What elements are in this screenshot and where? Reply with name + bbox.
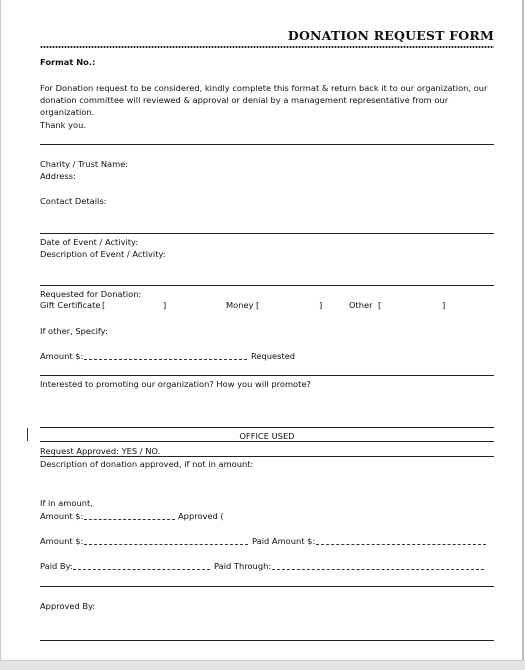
paid-through-label: Paid Through:	[214, 561, 272, 571]
event-description-label[interactable]: Description of Event / Activity:	[40, 249, 166, 259]
section-divider	[40, 233, 494, 234]
paid-by-label: Paid By:	[40, 561, 73, 571]
money-label: Money	[226, 300, 254, 310]
amount-label: Amount $:	[40, 536, 84, 546]
thank-you-text: Thank you.	[40, 120, 86, 130]
paid-amount-line[interactable]	[316, 543, 486, 545]
amount-requested-label: Amount $:	[40, 351, 84, 361]
paid-through-line[interactable]	[272, 568, 484, 570]
money-open-bracket[interactable]: [	[256, 300, 260, 310]
approved-suffix: Approved (	[178, 511, 224, 521]
intro-line-3: organization.	[40, 107, 95, 117]
gift-certificate-label: Gift Certificate	[40, 300, 101, 310]
other-close-bracket[interactable]: ]	[442, 300, 446, 310]
section-divider	[40, 456, 494, 457]
amount-line[interactable]	[84, 543, 248, 545]
page-edge-left	[0, 0, 1, 669]
intro-line-1: For Donation request to be considered, kindly complete this format & return back it to our organization, our	[40, 83, 488, 93]
amount-approved-line[interactable]	[84, 518, 175, 520]
contact-details-label[interactable]: Contact Details:	[40, 196, 107, 206]
approved-by-label[interactable]: Approved By:	[40, 601, 96, 611]
other-open-bracket[interactable]: [	[378, 300, 382, 310]
requested-donation-label: Requested for Donation:	[40, 289, 142, 299]
charity-name-label[interactable]: Charity / Trust Name:	[40, 159, 129, 169]
title-dotted-rule	[40, 45, 494, 49]
promotion-question[interactable]: Interested to promoting our organization? How you will promote?	[40, 379, 311, 389]
gift-certificate-close-bracket[interactable]: ]	[163, 300, 167, 310]
section-divider	[40, 640, 494, 641]
address-label[interactable]: Address:	[40, 171, 76, 181]
page-edge-right	[522, 0, 524, 669]
section-divider	[40, 586, 494, 587]
if-in-amount-label: If in amount,	[40, 498, 93, 508]
section-divider	[40, 375, 494, 376]
paid-by-line[interactable]	[73, 568, 210, 570]
if-other-specify-label[interactable]: If other, Specify:	[40, 326, 108, 336]
section-divider	[40, 285, 494, 286]
section-divider	[40, 144, 494, 145]
event-date-label[interactable]: Date of Event / Activity:	[40, 237, 139, 247]
other-label: Other	[349, 300, 373, 310]
request-approved-label[interactable]: Request Approved: YES / NO.	[40, 446, 161, 456]
donation-type-row	[40, 299, 494, 311]
amount-requested-line[interactable]	[84, 358, 247, 360]
office-used-heading: OFFICE USED	[239, 431, 295, 441]
section-divider	[40, 427, 494, 428]
format-no-label: Format No.:	[40, 57, 96, 67]
section-divider	[40, 441, 494, 442]
money-close-bracket[interactable]: ]	[319, 300, 323, 310]
paid-amount-label: Paid Amount $:	[252, 536, 316, 546]
amount-approved-label: Amount $:	[40, 511, 84, 521]
form-title: DONATION REQUEST FORM	[287, 28, 494, 43]
gift-certificate-open-bracket[interactable]: [	[102, 300, 106, 310]
approved-description-label[interactable]: Description of donation approved, if not in amount:	[40, 459, 254, 469]
requested-suffix: Requested	[251, 351, 296, 361]
intro-line-2: donation committee will reviewed & approval or denial by a management representative from our	[40, 95, 449, 105]
